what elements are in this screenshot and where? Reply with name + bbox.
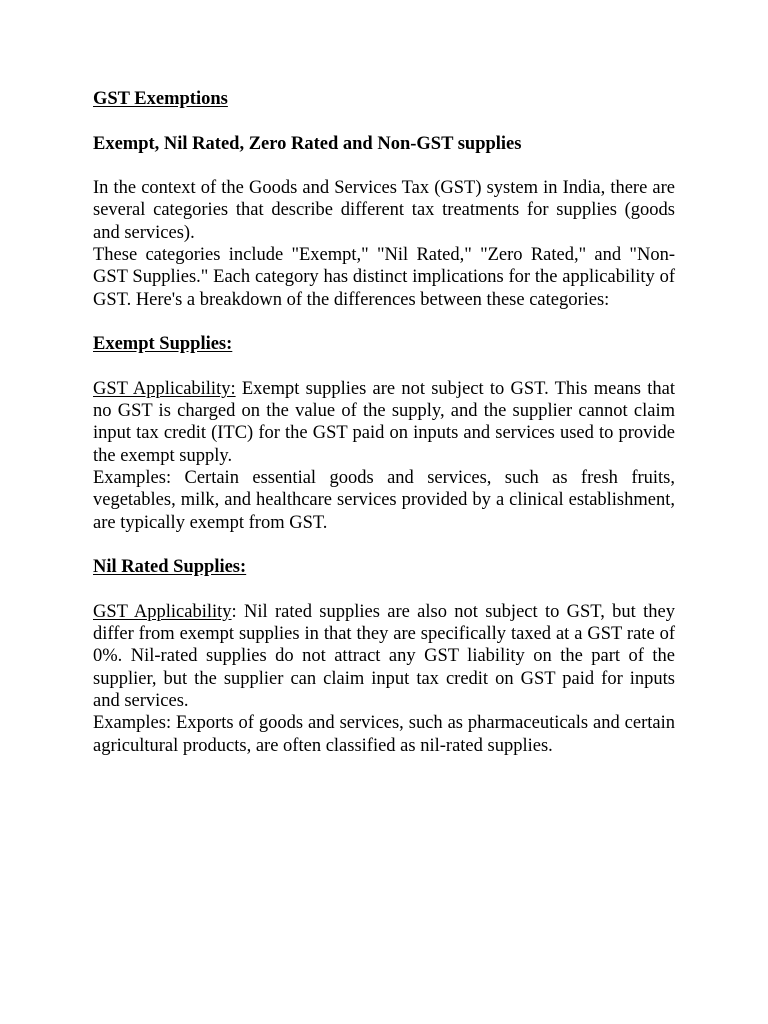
document-title: GST Exemptions bbox=[93, 89, 228, 109]
spacer bbox=[93, 110, 675, 132]
exempt-applicability-label: GST Applicability: bbox=[93, 378, 236, 399]
document-subtitle: Exempt, Nil Rated, Zero Rated and Non-GST supplies bbox=[93, 133, 522, 154]
document-page bbox=[93, 88, 675, 757]
spacer bbox=[93, 155, 675, 177]
spacer bbox=[93, 356, 675, 378]
nil-rated-applicability-label: GST Applicability bbox=[93, 601, 232, 622]
spacer bbox=[93, 579, 675, 601]
section-heading-exempt: Exempt Supplies: bbox=[93, 334, 233, 355]
spacer bbox=[93, 534, 675, 556]
exempt-examples-paragraph: Examples: Certain essential goods and services, such as fresh fruits, vegetables, milk, and healthcare services provided by a clinical establishment, are typically exempt from GST. bbox=[93, 468, 675, 533]
nil-rated-applicability-paragraph bbox=[93, 601, 675, 712]
section-heading-nil-rated: Nil Rated Supplies: bbox=[93, 557, 247, 578]
intro-paragraph-2: These categories include "Exempt," "Nil Rated," "Zero Rated," and "Non-GST Supplies." Each category has distinct implications for the applicability of GST. Here's a breakdown of the differences between these categories: bbox=[93, 245, 675, 310]
spacer bbox=[93, 311, 675, 333]
nil-rated-examples-paragraph: Examples: Exports of goods and services, such as pharmaceuticals and certain agricultural products, are often classified as nil-rated supplies. bbox=[93, 713, 675, 756]
exempt-applicability-paragraph bbox=[93, 378, 675, 467]
intro-paragraph-1: In the context of the Goods and Services Tax (GST) system in India, there are several categories that describe different tax treatments for supplies (goods and services). bbox=[93, 178, 675, 243]
exempt-applicability-text: Exempt supplies are not subject to GST. This means that no GST is charged on the value of the supply, and the supplier cannot claim input tax credit (ITC) for the GST paid on inputs and services used to provide the exempt supply. bbox=[93, 378, 675, 466]
nil-rated-applicability-text: : Nil rated supplies are also not subject to GST, but they differ from exempt supplies in that they are specifically taxed at a GST rate of 0%. Nil-rated supplies do not attract any GST liability on the part of the supplier, but the supplier can claim input tax credit on GST paid for inputs and services. bbox=[93, 601, 675, 712]
